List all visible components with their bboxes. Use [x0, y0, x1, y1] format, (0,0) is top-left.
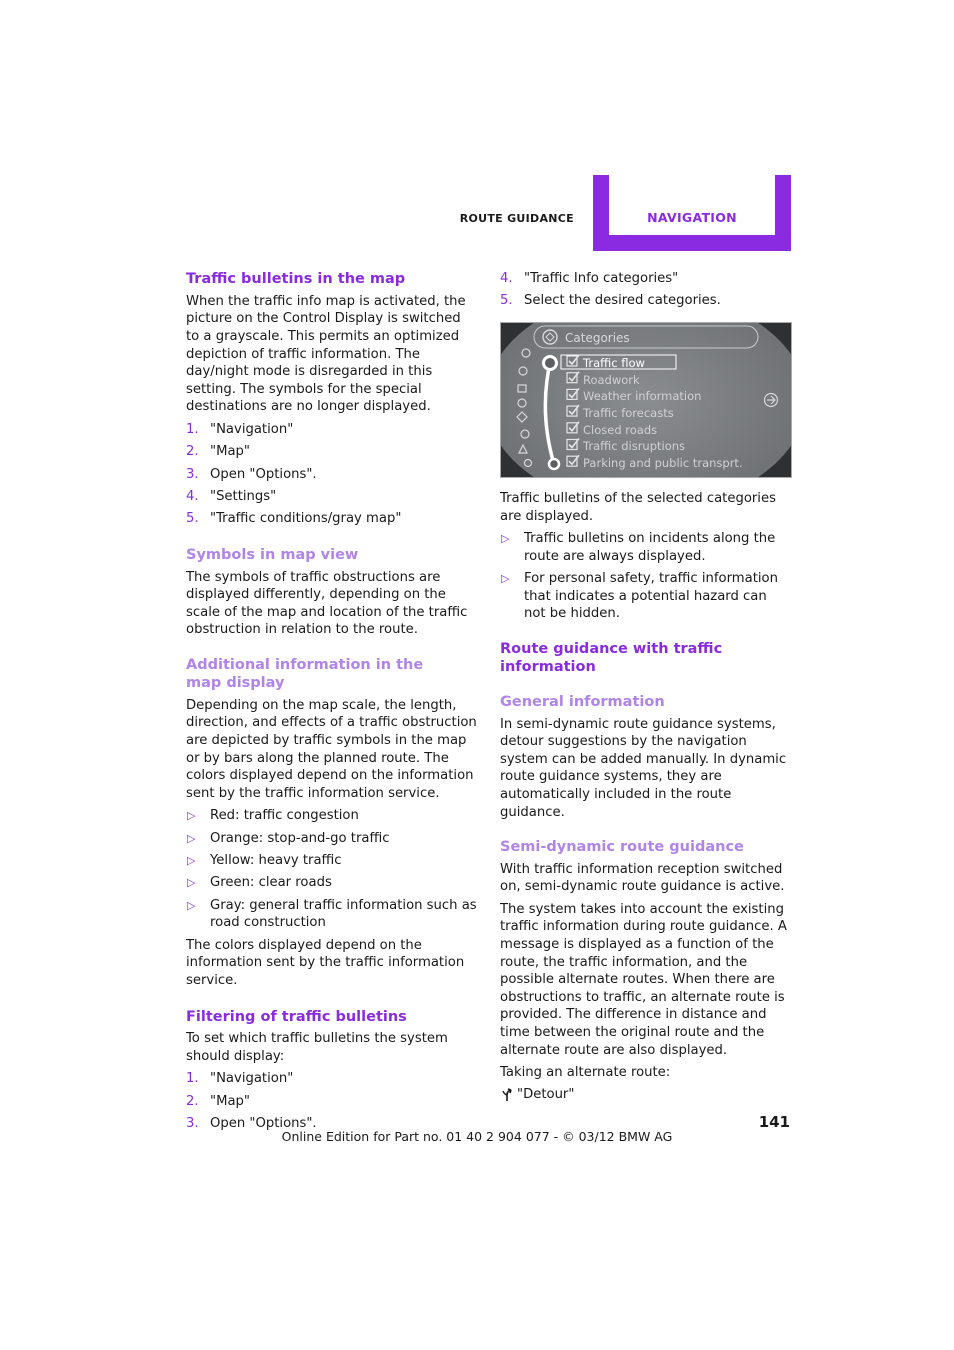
section-title-additional-info: Additional information in the map display	[186, 657, 424, 692]
steps-list	[186, 1070, 478, 1132]
list-item: 3. Open "Options".	[186, 1116, 317, 1132]
triangle-bullet-icon: ▷	[187, 854, 196, 868]
list-item: ▷ Green: clear roads	[187, 875, 332, 891]
section-title-general-info: General information	[500, 693, 665, 710]
list-item: ▷ Traffic bulletins on incidents along the route are always displayed.	[501, 530, 776, 564]
screen-header: Categories	[565, 330, 630, 345]
category-item: Parking and public transprt.	[583, 455, 743, 470]
triangle-bullet-icon: ▷	[187, 831, 196, 845]
running-head: ROUTE GUIDANCE	[459, 212, 574, 225]
bullet-list	[500, 530, 792, 623]
left-column	[186, 270, 478, 1133]
list-item: 4. "Traffic Info categories"	[500, 271, 679, 286]
triangle-bullet-icon: ▷	[187, 809, 196, 823]
list-item: ▷ Gray: general traffic information such as road construction	[187, 897, 477, 931]
list-item: ▷ Yellow: heavy traffic	[187, 853, 342, 869]
list-item: 1. "Navigation"	[186, 1071, 294, 1087]
category-item: Closed roads	[583, 422, 658, 437]
page-number: 141	[758, 1113, 790, 1131]
section-title-traffic-bulletins: Traffic bulletins in the map	[186, 271, 406, 287]
category-item: Traffic flow	[583, 355, 645, 370]
list-item: 3. Open "Options".	[186, 466, 317, 482]
right-column	[500, 270, 792, 1104]
list-item: ▷ Red: traffic congestion	[187, 808, 359, 824]
list-item: ▷ For personal safety, traffic information that indicates a potential hazard can not be hidden.	[501, 570, 778, 622]
footer-text: Online Edition for Part no. 01 40 2 904 077 - © 03/12 BMW AG	[281, 1129, 673, 1144]
category-item: Traffic forecasts	[583, 405, 674, 420]
paragraph: When the traffic info map is activated, the picture on the Control Display is switched to a grayscale. This permits an optimized depiction of traffic information. The day/night mode is disregarded in this setting. The symbols for the special destinations are no longer displayed.	[186, 293, 466, 415]
paragraph: Depending on the map scale, the length, direction, and effects of a traffic obstruction are depicted by traffic symbols in the map or by bars along the planned route. The colors displayed depend on the information sent by the traffic information service.	[186, 697, 477, 801]
triangle-bullet-icon: ▷	[501, 571, 510, 585]
detour-icon	[501, 1088, 513, 1102]
section-title-filtering: Filtering of traffic bulletins	[186, 1008, 407, 1025]
category-item: Weather information	[583, 388, 702, 403]
bullet-list	[186, 807, 478, 932]
list-item: 1. "Navigation"	[186, 421, 294, 437]
steps-list	[500, 270, 792, 310]
paragraph: The symbols of traffic obstructions are displayed differently, depending on the scale of the map and location of the traffic obstruction in relation to the route.	[186, 569, 468, 638]
category-item: Traffic disruptions	[583, 438, 686, 453]
list-item: 2. "Map"	[186, 1093, 250, 1109]
list-item: 5. "Traffic conditions/gray map"	[186, 511, 402, 527]
steps-list	[186, 421, 478, 528]
section-title-route-guidance: Route guidance with traffic information	[500, 640, 723, 675]
triangle-bullet-icon: ▷	[187, 898, 196, 912]
paragraph: In semi-dynamic route guidance systems, detour suggestions by the navigation system can be added manually. In dynamic route guidance systems, they are automatically included in the route guidance.	[500, 716, 787, 820]
chapter-tab	[593, 175, 791, 251]
paragraph: The colors displayed depend on the information sent by the traffic information service.	[186, 937, 465, 988]
paragraph: The system takes into account the existing traffic information during route guidance. A message is displayed as a function of the route, the traffic information, and the possible alternate routes. When there are obstructions to traffic, an alternate route is provided. The difference in distance and time between the original route and the alternate route are also displayed.	[500, 901, 787, 1058]
list-item: 2. "Map"	[186, 444, 250, 460]
paragraph: To set which traffic bulletins the system should display:	[186, 1031, 448, 1064]
paragraph: Traffic bulletins of the selected categories are displayed.	[500, 490, 776, 524]
list-item: 5. Select the desired categories.	[500, 293, 721, 309]
triangle-bullet-icon: ▷	[501, 531, 510, 545]
triangle-bullet-icon: ▷	[187, 876, 196, 890]
paragraph: Taking an alternate route:	[500, 1065, 671, 1081]
section-title-semi-dynamic: Semi-dynamic route guidance	[500, 839, 744, 856]
list-item: 4. "Settings"	[186, 488, 277, 504]
section-title-symbols: Symbols in map view	[186, 546, 359, 563]
list-item: ▷ Orange: stop-and-go traffic	[187, 830, 390, 846]
category-item: Roadwork	[583, 372, 640, 387]
detour-option: "Detour"	[500, 1086, 792, 1104]
control-display-screenshot	[500, 322, 792, 478]
categories-screen	[501, 323, 791, 477]
paragraph: With traffic information reception switched on, semi-dynamic route guidance is active.	[500, 861, 785, 895]
chapter-tab-label: NAVIGATION	[647, 210, 737, 225]
